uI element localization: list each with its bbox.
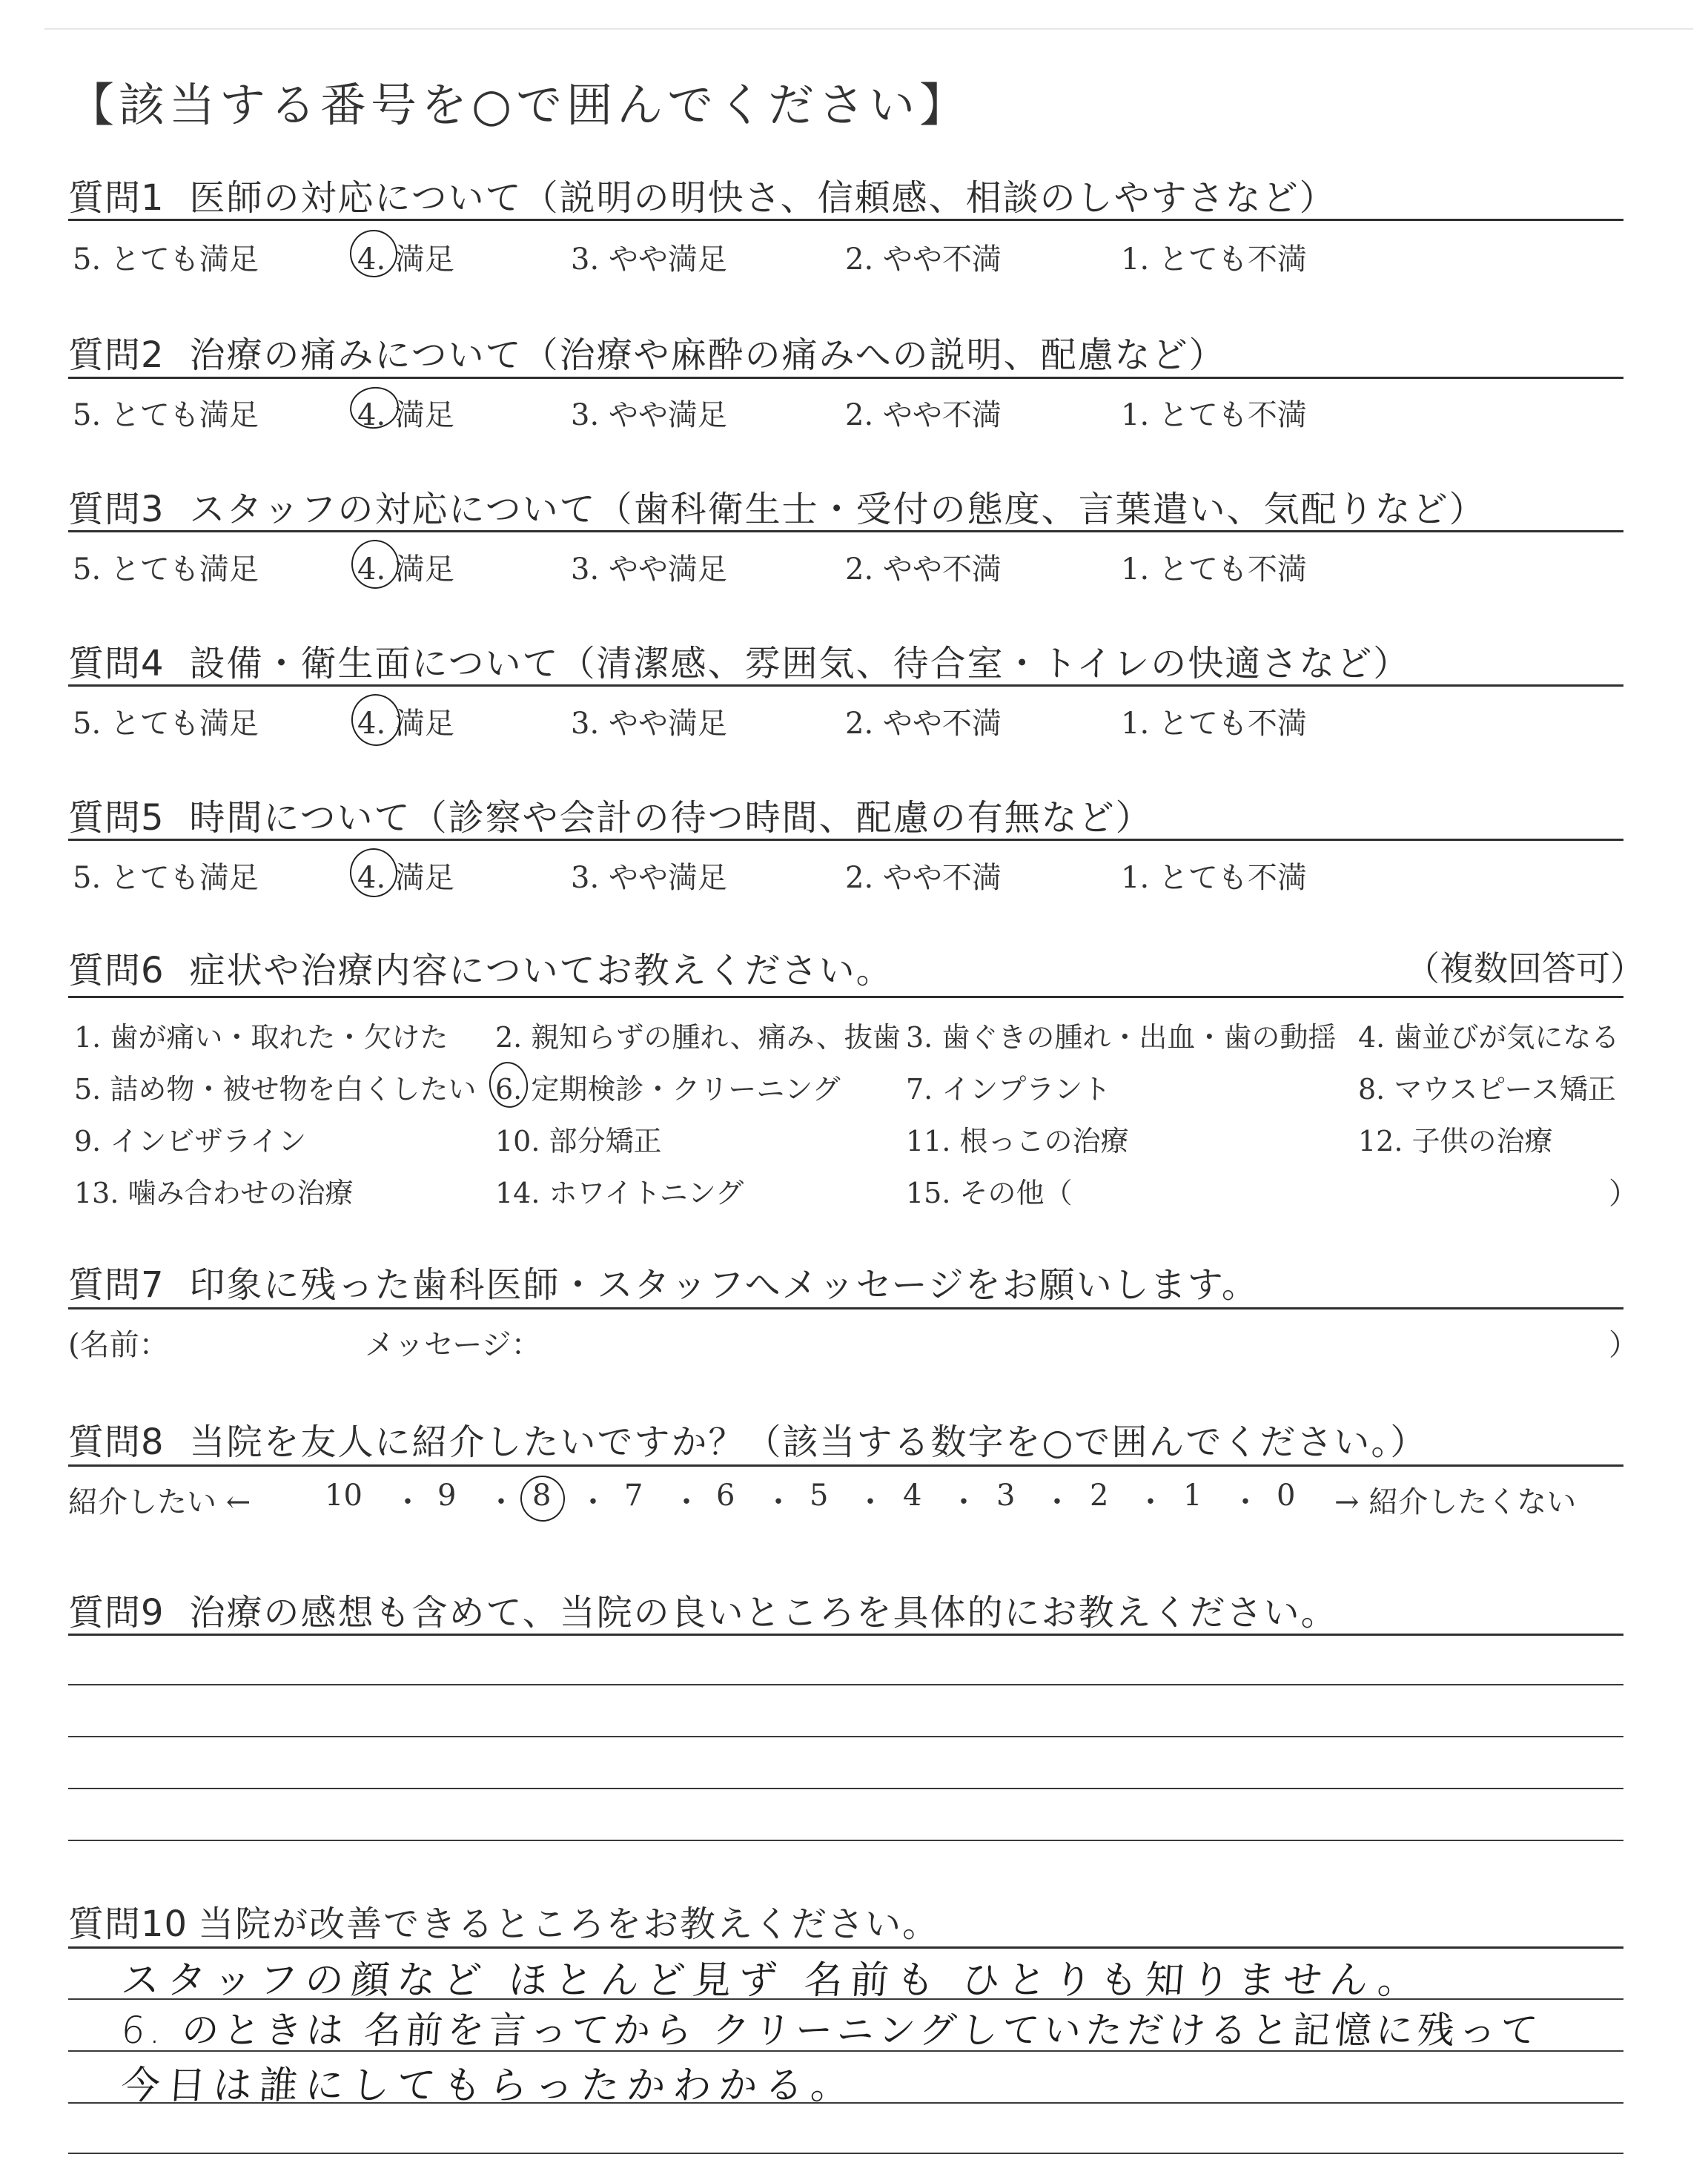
rating-option-4[interactable]: 4. 満足 (357, 398, 454, 432)
symptom-option[interactable]: 13. 噛み合わせの治療 (74, 1177, 354, 1209)
handwritten-answer-line: 今日は誰にしてもらったかわかる。 (119, 2064, 858, 2108)
symptom-option[interactable]: 1. 歯が痛い・取れた・欠けた (74, 1021, 448, 1054)
multiple-answers-note: （複数回答可） (1406, 948, 1644, 988)
scale-value[interactable]: 5 (810, 1479, 829, 1513)
scale-value[interactable]: 6 (716, 1479, 735, 1513)
rating-option-2[interactable]: 2. やや不満 (845, 861, 1002, 895)
rating-option-3[interactable]: 3. やや満足 (571, 861, 727, 895)
divider (68, 1464, 1623, 1467)
question-label: 質問3 (68, 489, 165, 530)
page-top-rule (44, 28, 1693, 30)
question-10-heading (68, 1895, 939, 1946)
question-4-heading (68, 635, 1410, 686)
rating-option-2[interactable]: 2. やや不満 (845, 707, 1002, 741)
message-label: メッセージ： (365, 1328, 541, 1362)
symptom-option[interactable]: 4. 歯並びが気になる (1358, 1021, 1620, 1054)
rating-option-2[interactable]: 2. やや不満 (845, 398, 1002, 432)
divider (68, 1307, 1623, 1309)
symptom-option[interactable]: 5. 詰め物・被せ物を白くしたい (74, 1073, 477, 1106)
other-close-paren: ） (1609, 1177, 1638, 1211)
question-text: 時間について（診察や会計の待つ時間、配慮の有無など） (189, 797, 1153, 839)
rating-option-1[interactable]: 1. とても不満 (1121, 242, 1307, 277)
question-label: 質問9 (68, 1592, 165, 1634)
answer-line[interactable] (68, 1736, 1623, 1737)
answer-line[interactable] (68, 1684, 1623, 1685)
answer-line[interactable] (68, 2153, 1623, 2154)
instruction-heading: 【該当する番号を○で囲んでください】 (68, 78, 970, 132)
scale-separator: ・ (393, 1485, 423, 1519)
symptom-option[interactable]: 15. その他（ (906, 1177, 1073, 1209)
question-label: 質問7 (68, 1264, 165, 1306)
question-7-heading (68, 1256, 1259, 1307)
question-6-heading (68, 942, 893, 993)
question-text: 医師の対応について（説明の明快さ、信頼感、相談のしやすさなど） (189, 177, 1337, 219)
divider (68, 377, 1623, 379)
scale-right-label: → 紹介したくない (1334, 1485, 1577, 1519)
selection-circle (517, 1473, 568, 1525)
message-close-paren: ） (1609, 1328, 1638, 1362)
question-5-heading (68, 789, 1153, 840)
scale-value[interactable]: 2 (1090, 1479, 1109, 1513)
question-text: 当院を友人に紹介したいですか？（該当する数字を○で囲んでください。） (189, 1421, 1428, 1463)
question-label: 質問4 (68, 643, 165, 684)
scale-left-label: 紹介したい ← (68, 1485, 251, 1519)
rating-option-4[interactable]: 4. 満足 (357, 707, 454, 741)
question-label: 質問2 (68, 334, 165, 376)
handwritten-answer-line: スタッフの顔など ほとんど見ず 名前も ひとりも知りません。 (119, 1958, 1426, 2003)
question-label: 質問8 (68, 1421, 165, 1463)
question-text: 治療の痛みについて（治療や麻酔の痛みへの説明、配慮など） (189, 334, 1226, 376)
question-text: スタッフの対応について（歯科衛生士・受付の態度、言葉遣い、気配りなど） (189, 489, 1486, 530)
rating-option-4[interactable]: 4. 満足 (357, 242, 454, 277)
symptom-option[interactable]: 8. マウスピース矯正 (1358, 1073, 1616, 1106)
question-8-heading (68, 1413, 1427, 1464)
question-text: 症状や治療内容についてお教えください。 (189, 950, 893, 991)
scale-separator: ・ (1231, 1485, 1260, 1519)
rating-option-5[interactable]: 5. とても満足 (73, 552, 259, 587)
divider (68, 219, 1623, 221)
question-text: 治療の感想も含めて、当院の良いところを具体的にお教えください。 (189, 1592, 1338, 1634)
divider (68, 1634, 1623, 1636)
handwritten-answer-line: 6. のときは 名前を言ってから クリーニングしていただけると記憶に残って (119, 2009, 1544, 2052)
rating-option-1[interactable]: 1. とても不満 (1121, 398, 1307, 432)
question-text: 設備・衛生面について（清潔感、雰囲気、待合室・トイレの快適さなど） (189, 643, 1411, 684)
rating-option-4[interactable]: 4. 満足 (357, 861, 454, 895)
question-2-heading (68, 326, 1226, 377)
rating-option-5[interactable]: 5. とても満足 (73, 242, 259, 277)
rating-option-1[interactable]: 1. とても不満 (1121, 707, 1307, 741)
scale-separator: ・ (672, 1485, 701, 1519)
question-9-heading (68, 1584, 1338, 1635)
divider (68, 996, 1623, 998)
scale-value[interactable]: 7 (624, 1479, 643, 1513)
symptom-option[interactable]: 9. インビザライン (74, 1125, 307, 1157)
rating-option-3[interactable]: 3. やや満足 (571, 552, 727, 587)
question-text: 当院が改善できるところをお教えください。 (198, 1903, 940, 1945)
symptom-option[interactable]: 12. 子供の治療 (1358, 1125, 1553, 1157)
answer-line[interactable] (68, 1840, 1623, 1841)
rating-option-5[interactable]: 5. とても満足 (73, 861, 259, 895)
symptom-option[interactable]: 10. 部分矯正 (495, 1125, 662, 1157)
scale-value[interactable]: 3 (996, 1479, 1016, 1513)
question-1-heading (68, 169, 1337, 220)
question-label: 質問10 (68, 1903, 188, 1945)
scale-separator: ・ (486, 1485, 516, 1519)
scale-separator: ・ (855, 1485, 885, 1519)
rating-option-5[interactable]: 5. とても満足 (73, 398, 259, 432)
scale-value[interactable]: 1 (1183, 1479, 1202, 1513)
scale-value[interactable]: 10 (325, 1479, 363, 1513)
rating-option-5[interactable]: 5. とても満足 (73, 707, 259, 741)
symptom-option[interactable]: 11. 根っこの治療 (906, 1125, 1129, 1157)
divider (68, 530, 1623, 532)
rating-option-1[interactable]: 1. とても不満 (1121, 552, 1307, 587)
question-label: 質問6 (68, 950, 165, 991)
scale-separator: ・ (949, 1485, 979, 1519)
question-label: 質問5 (68, 797, 165, 839)
scale-value[interactable]: 4 (903, 1479, 922, 1513)
scale-value[interactable]: 9 (437, 1479, 457, 1513)
rating-option-3[interactable]: 3. やや満足 (571, 707, 727, 741)
scale-separator: ・ (578, 1485, 608, 1519)
rating-option-3[interactable]: 3. やや満足 (571, 242, 727, 277)
scale-separator: ・ (764, 1485, 793, 1519)
scale-value[interactable]: 0 (1277, 1479, 1296, 1513)
divider (68, 684, 1623, 687)
question-label: 質問1 (68, 177, 165, 219)
symptom-option[interactable]: 3. 歯ぐきの腫れ・出血・歯の動揺 (906, 1021, 1337, 1054)
symptom-option[interactable]: 2. 親知らずの腫れ、痛み、抜歯 (495, 1021, 901, 1054)
rating-option-3[interactable]: 3. やや満足 (571, 398, 727, 432)
rating-option-1[interactable]: 1. とても不満 (1121, 861, 1307, 895)
answer-line[interactable] (68, 1788, 1623, 1789)
question-3-heading (68, 480, 1486, 532)
rating-option-2[interactable]: 2. やや不満 (845, 552, 1002, 587)
scale-separator: ・ (1136, 1485, 1165, 1519)
scale-separator: ・ (1042, 1485, 1072, 1519)
question-text: 印象に残った歯科医師・スタッフへメッセージをお願いします。 (189, 1264, 1259, 1306)
symptom-option[interactable]: 7. インプラント (906, 1073, 1111, 1106)
scale-value[interactable]: 8 (532, 1479, 552, 1513)
rating-option-2[interactable]: 2. やや不満 (845, 242, 1002, 277)
name-label: (名前： (68, 1328, 169, 1362)
symptom-option[interactable]: 14. ホワイトニング (495, 1177, 744, 1209)
symptom-option[interactable]: 6. 定期検診・クリーニング (495, 1073, 841, 1106)
divider (68, 839, 1623, 841)
rating-option-4[interactable]: 4. 満足 (357, 552, 454, 587)
